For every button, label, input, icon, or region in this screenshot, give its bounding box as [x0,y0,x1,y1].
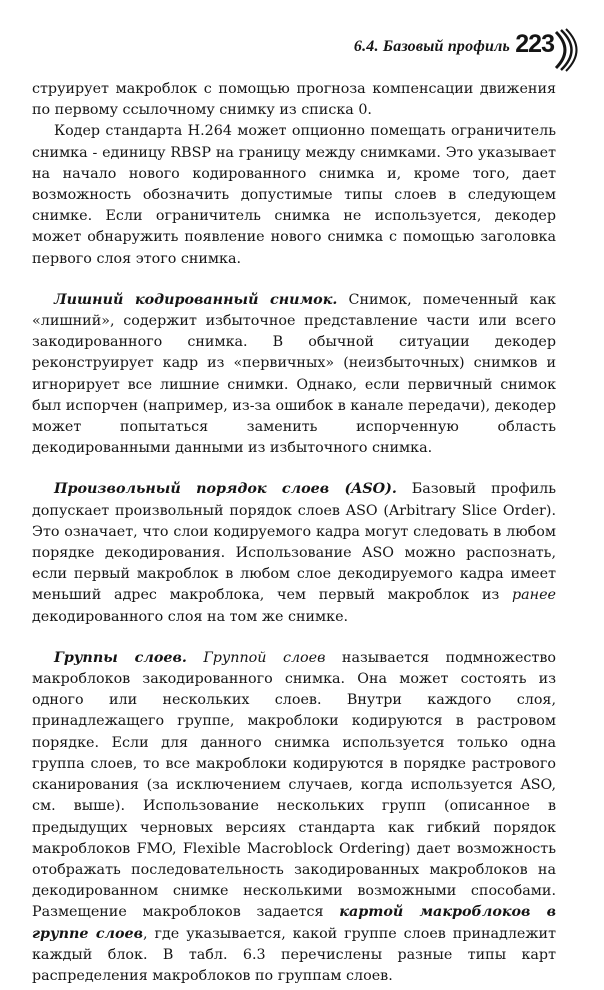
paragraph-aso [32,479,556,627]
paragraph-text: называется подмножество макроблоков закодированного снимка. Она может состоять из одного или нескольких слоев. Внутри каждого слоя, принадлежащего группе, макроблоки кодируются в растровом порядке. Если для данного снимка используется только одна группа слоев, то все макроблоки кодируются в порядке растрового сканирования (за исключением случаев, когда используется ASO, см. выше). Использование нескольких групп (описанное в предыдущих черновых версиях стандарта как гибкий порядок макроблоков FMO, Flexible Macroblock Ordering) дает возможность отображать последовательность закодированных макроблоков на декодированном снимке несколькими возможными способами. Размещение макроблоков задается [32,649,556,921]
emphasis-earlier: ранее [511,587,556,604]
running-header-title: 6.4. Базовый профиль [353,38,510,55]
term-aso: Произвольный порядок слоев (ASO). [54,481,397,498]
emphasis-slice-group: Группой слоев [186,649,326,666]
page-number: 223 [515,30,554,58]
term-redundant-picture: Лишний кодированный снимок. [54,291,338,308]
paragraph-text: , где указывается, какой группе слоев принадлежит каждый блок. В табл. 6.3 перечислены разные типы карт распределения макроблоков по группам слоев. [32,925,556,984]
page-body [32,79,556,987]
paragraph-text: Снимок, помеченный как «лишний», содержит избыточное представление части или всего закодированного снимка. В обычной ситуации декодер реконструирует кадр из «первичных» (неизбыточных) снимков и игнорирует все лишние снимки. Однако, если первичный снимок был испорчен (например, из-за ошибок в канале передачи), декодер может попытаться заменить испорченную область декодированными данными из избыточного снимка. [32,291,556,457]
paragraph-redundant-picture [32,290,556,460]
page-header [0,28,604,72]
paragraph-continuation: струирует макроблок с помощью прогноза компенсации движения по первому ссылочному снимку из списка 0. [32,81,556,119]
paragraph-slice-groups [32,648,556,987]
term-slice-groups: Группы слоев. [54,649,187,666]
paragraph-text: декодированного слоя на том же снимке. [32,608,349,625]
paragraph-text: Базовый профиль допускает произвольный порядок слоев ASO (Arbitrary Slice Order). Это означает, что слои кодируемого кадра могут следовать в любом порядке декодирования. Использование ASO можно распознать, если первый макроблок в любом слое декодируемого кадра имеет меньший адрес макроблока, чем первый макроблок из [32,481,556,604]
page-number-arc-icon [552,28,580,72]
paragraph-picture-delimiter: Кодер стандарта H.264 может опционно помещать ограничитель снимка - единицу RBSP на границу между снимками. Это указывает на начало нового кодированного снимка и, кроме того, дает возможность обозначить допустимые типы слоев в следующем снимке. Если ограничитель снимка не используется, декодер может обнаружить появление нового снимка с помощью заголовка первого слоя этого снимка. [32,123,556,267]
emphasis-slice-group-map: картой макроблоков в группе слоев [32,904,557,942]
